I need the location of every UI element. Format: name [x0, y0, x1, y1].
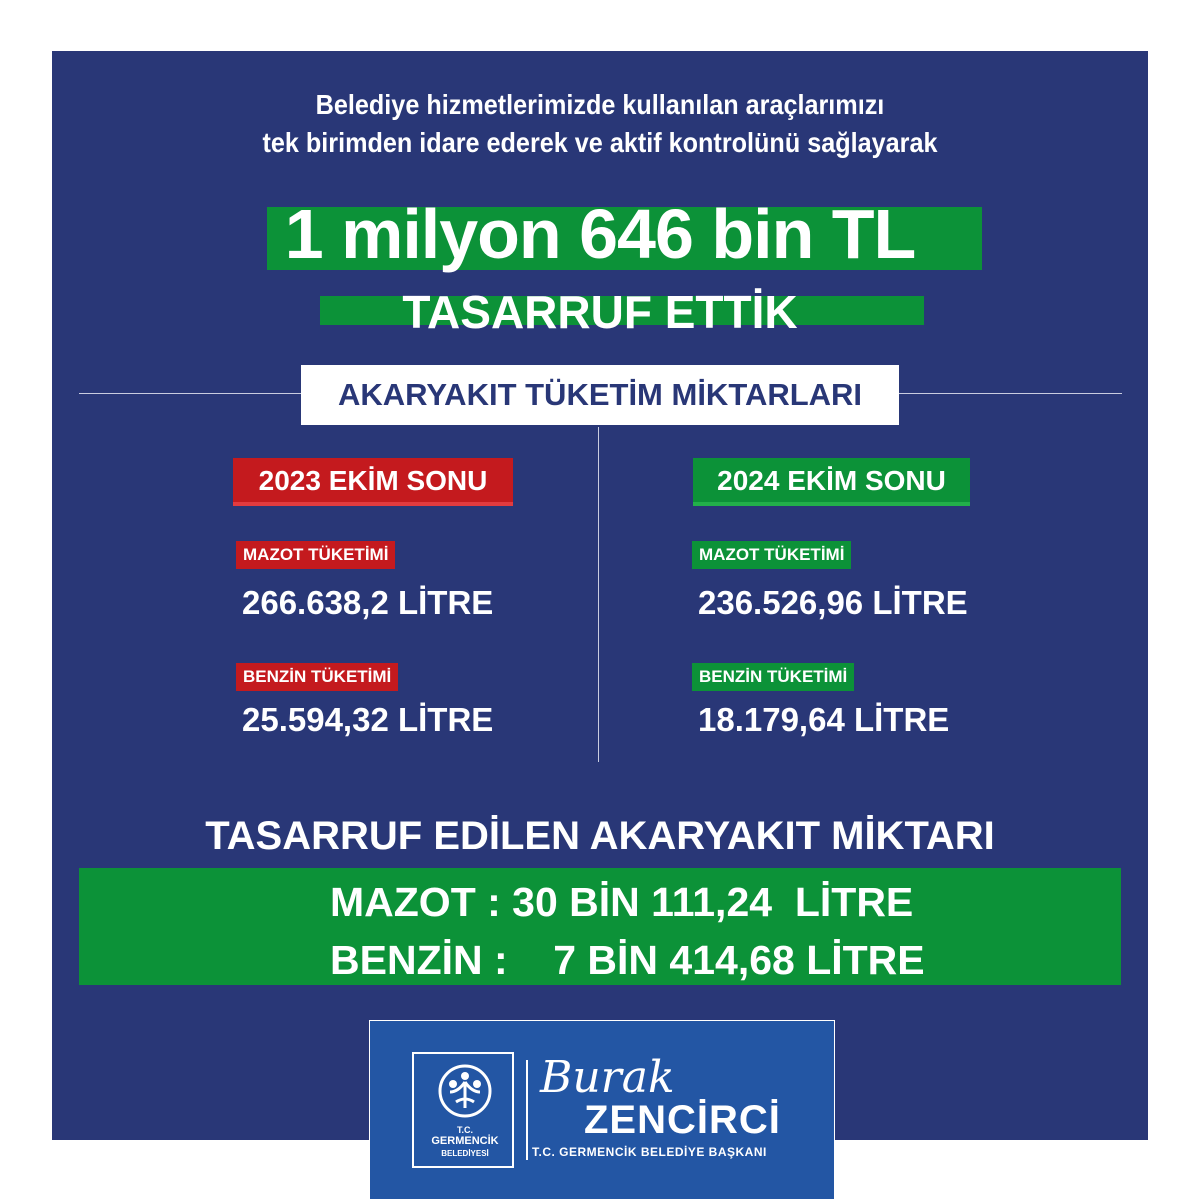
column-divider: [598, 427, 599, 762]
savings-gasoline: BENZİN : 7 BİN 414,68 LİTRE: [330, 937, 925, 983]
gasoline-2024-label: BENZİN TÜKETİMİ: [692, 663, 854, 691]
municipality-logo: [412, 1052, 514, 1168]
diesel-2024-label: MAZOT TÜKETİMİ: [692, 541, 851, 569]
mayor-title: T.C. GERMENCİK BELEDİYE BAŞKANI: [532, 1145, 767, 1159]
gasoline-2023-value: 25.594,32 LİTRE: [242, 701, 494, 738]
year-2023-label: 2023 EKİM SONU: [233, 458, 513, 506]
municipality-tc: T.C.: [456, 1125, 473, 1135]
municipality-sub: BELEDİYESİ: [441, 1149, 489, 1158]
gasoline-2023-label: BENZİN TÜKETİMİ: [236, 663, 398, 691]
municipality-name: GERMENCİK: [431, 1135, 499, 1147]
intro-line-2: tek birimden idare ederek ve aktif kontrolünü sağlayarak: [262, 127, 938, 158]
mayor-signature: Burak: [540, 1052, 675, 1103]
gasoline-2024-value: 18.179,64 LİTRE: [698, 701, 950, 738]
logo-divider: [526, 1060, 528, 1160]
diesel-2023-value: 266.638,2 LİTRE: [242, 584, 494, 621]
year-2024-label: 2024 EKİM SONU: [693, 458, 970, 506]
intro-line-1: Belediye hizmetlerimizde kullanılan araçlarımızı: [315, 89, 885, 120]
mayor-name: ZENCİRCİ: [584, 1098, 781, 1142]
diesel-2024-value: 236.526,96 LİTRE: [698, 584, 968, 621]
savings-amount: 1 milyon 646 bin TL: [284, 195, 916, 273]
savings-diesel: MAZOT : 30 BİN 111,24 LİTRE: [330, 879, 914, 925]
section-title: AKARYAKIT TÜKETİM MİKTARLARI: [337, 377, 863, 412]
diesel-2023-label: MAZOT TÜKETİMİ: [236, 541, 395, 569]
germencik-emblem-icon: [436, 1062, 494, 1120]
intro-text: [60, 86, 1140, 162]
saved-heading: TASARRUF ETTİK: [402, 286, 798, 338]
savings-title: TASARRUF EDİLEN AKARYAKIT MİKTARI: [205, 814, 995, 858]
